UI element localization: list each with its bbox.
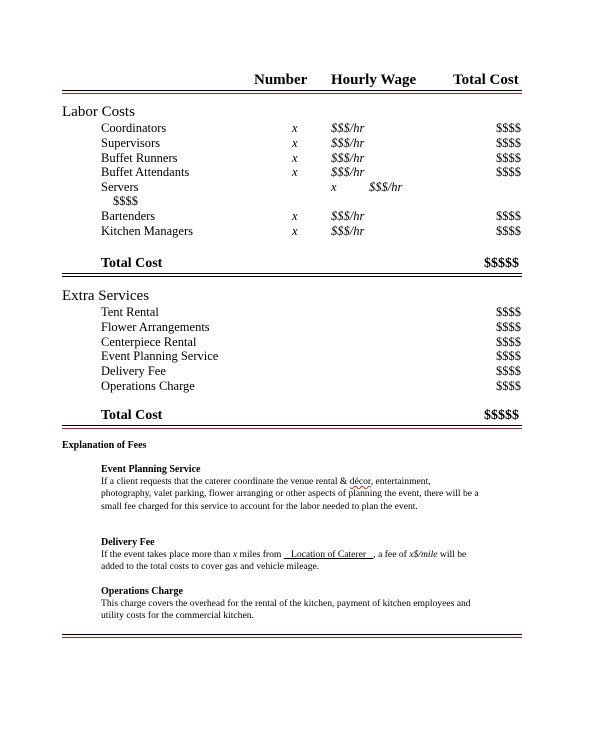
labor-row-label: Servers xyxy=(101,180,139,194)
labor-row-total: $$$$ xyxy=(113,194,138,208)
extra-section-title: Extra Services xyxy=(62,288,150,304)
extra-row-label: Flower Arrangements xyxy=(101,320,210,334)
operations-charge-line: This charge covers the overhead for the rental of the kitchen, payment of kitchen employees and xyxy=(101,598,471,609)
header-divider xyxy=(62,90,522,94)
extra-row-label: Delivery Fee xyxy=(101,364,166,378)
labor-row-number: x xyxy=(292,151,298,165)
operations-charge-text xyxy=(101,598,531,623)
delivery-fee-line xyxy=(101,549,531,561)
event-planning-heading: Event Planning Service xyxy=(101,464,201,475)
text-run: , a fee of xyxy=(373,549,410,560)
event-planning-line: photography, valet parking, flower arranging or other aspects of planning the event, there will be a xyxy=(101,488,479,500)
labor-row-label: Kitchen Managers xyxy=(101,224,193,238)
labor-row-label: Coordinators xyxy=(101,121,167,135)
labor-row-label: Supervisors xyxy=(101,136,161,150)
labor-row-wage: $$$/hr xyxy=(331,121,365,135)
extra-row-label: Operations Charge xyxy=(101,379,195,393)
extra-row-total: $$$$ xyxy=(496,320,521,334)
delivery-fee-text xyxy=(101,549,531,574)
extra-row-label: Event Planning Service xyxy=(101,349,219,363)
labor-row-wage: $$$/hr xyxy=(331,224,365,238)
labor-row-total: $$$$ xyxy=(496,151,521,165)
column-header-total-cost: Total Cost xyxy=(453,72,519,88)
extra-row-total: $$$$ xyxy=(496,335,521,349)
extra-total-divider xyxy=(62,425,522,429)
text-run: will be xyxy=(437,549,467,560)
extra-row-label: Tent Rental xyxy=(101,305,159,319)
event-planning-line: small fee charged for this service to account for the labor needed to plan the event. xyxy=(101,500,418,512)
explanation-title: Explanation of Fees xyxy=(62,440,147,451)
extra-row-total: $$$$ xyxy=(496,364,521,378)
operations-charge-line: utility costs for the commercial kitchen. xyxy=(101,610,254,622)
labor-row-number: x xyxy=(292,165,298,179)
decor-word: décor xyxy=(349,476,371,487)
labor-row-wage: $$$/hr xyxy=(331,136,365,150)
labor-row-label: Buffet Runners xyxy=(101,151,178,165)
labor-total-label: Total Cost xyxy=(101,256,163,271)
text-run: , entertainment, xyxy=(370,476,431,487)
extra-total-label: Total Cost xyxy=(101,408,163,423)
footer-divider xyxy=(62,634,522,638)
extra-row-total: $$$$ xyxy=(496,349,521,363)
extra-row-label: Centerpiece Rental xyxy=(101,335,197,349)
labor-row-label: Bartenders xyxy=(101,209,156,223)
labor-row-number: x xyxy=(292,121,298,135)
labor-row-total: $$$$ xyxy=(496,121,521,135)
column-header-hourly-wage: Hourly Wage xyxy=(331,72,417,88)
labor-row-number: x xyxy=(331,180,337,194)
text-run: If the event takes place more than xyxy=(101,549,233,560)
event-planning-text xyxy=(101,476,531,513)
extra-total-value: $$$$$ xyxy=(484,408,519,423)
event-planning-line xyxy=(101,476,531,488)
labor-row-number: x xyxy=(292,136,298,150)
labor-row-wage: $$$/hr xyxy=(331,165,365,179)
delivery-fee-heading: Delivery Fee xyxy=(101,537,155,548)
labor-row-total: $$$$ xyxy=(496,136,521,150)
labor-row-wage: $$$/hr xyxy=(331,151,365,165)
mileage-rate: x$/mile xyxy=(409,549,438,560)
labor-total-divider xyxy=(62,273,522,277)
labor-row-number: x xyxy=(292,224,298,238)
caterer-location-field: Location of Caterer xyxy=(283,549,374,560)
labor-total-value: $$$$$ xyxy=(484,256,519,271)
labor-section-title: Labor Costs xyxy=(62,104,135,120)
operations-charge-heading: Operations Charge xyxy=(101,586,183,597)
extra-row-total: $$$$ xyxy=(496,379,521,393)
labor-row-label: Buffet Attendants xyxy=(101,165,190,179)
labor-row-number: x xyxy=(292,209,298,223)
delivery-fee-line: added to the total costs to cover gas and vehicle mileage. xyxy=(101,561,320,573)
text-run: If a client requests that the caterer coordinate the venue rental & xyxy=(101,476,350,487)
labor-row-total: $$$$ xyxy=(496,209,521,223)
miles-variable: x xyxy=(232,549,238,560)
extra-row-total: $$$$ xyxy=(496,305,521,319)
text-run: miles from xyxy=(237,549,284,560)
labor-row-total: $$$$ xyxy=(496,165,521,179)
labor-row-wage: $$$/hr xyxy=(331,209,365,223)
labor-row-wage: $$$/hr xyxy=(369,180,403,194)
column-header-number: Number xyxy=(254,72,308,88)
labor-row-total: $$$$ xyxy=(496,224,521,238)
